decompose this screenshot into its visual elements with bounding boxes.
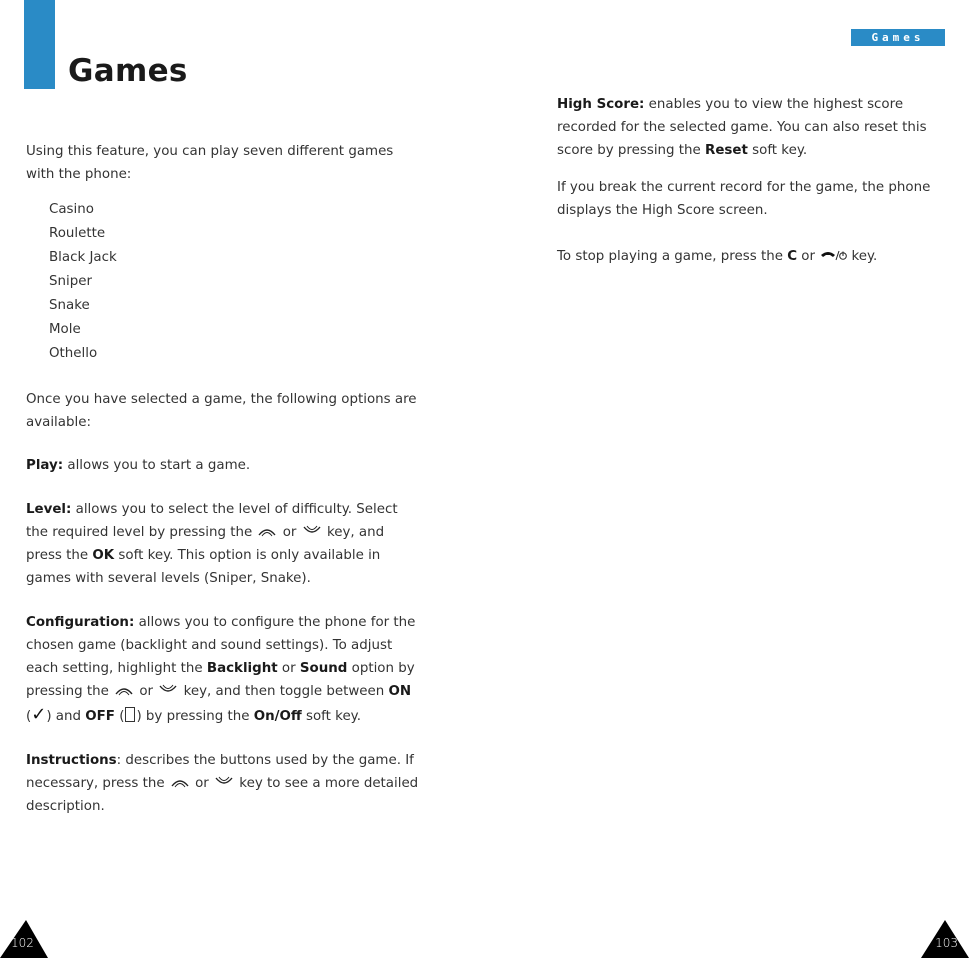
page-number-right: 103 — [935, 936, 958, 950]
nav-down-key-icon — [157, 683, 179, 697]
play-option: Play: allows you to start a game. — [26, 458, 251, 473]
left-column — [26, 140, 421, 818]
stop-game-paragraph: To stop playing a game, press the C or key. — [557, 249, 878, 264]
list-item: Sniper — [49, 274, 92, 289]
empty-box-icon — [125, 707, 135, 722]
configuration-label: Configuration: — [26, 615, 135, 630]
nav-down-key-icon — [301, 524, 323, 538]
list-item: Black Jack — [49, 250, 117, 265]
list-item: Mole — [49, 322, 81, 337]
games-list — [26, 198, 421, 366]
page-title: Games — [68, 53, 188, 89]
nav-up-key-icon — [169, 775, 191, 789]
high-score-label: High Score: — [557, 97, 645, 112]
break-record-paragraph: If you break the current record for the game, the phone displays the High Score screen. — [557, 180, 931, 218]
list-item: Othello — [49, 346, 98, 361]
section-tab: Games — [851, 29, 945, 46]
instructions-option: Instructions: describes the buttons used by the game. If necessary, press the or key to see a more detailed description. — [26, 753, 419, 814]
on-label: ON — [388, 684, 412, 699]
right-column — [557, 93, 947, 268]
backlight-label: Backlight — [206, 661, 278, 676]
page-number-left: 102 — [11, 936, 34, 950]
high-score-option: High Score: enables you to view the highest score recorded for the selected game. You can also reset this score by pressing the Reset soft key. — [557, 97, 927, 158]
sound-label: Sound — [299, 661, 348, 676]
instructions-label: Instructions — [26, 753, 117, 768]
level-option: Level: allows you to select the level of difficulty. Select the required level by pressing the or key, and press the OK soft key. This option is only available in games with several levels (Sniper, Snake). — [26, 502, 398, 586]
c-key-label: C — [787, 249, 798, 264]
nav-up-key-icon — [113, 683, 135, 697]
end-power-key-icon — [819, 247, 847, 261]
configuration-option: Configuration: allows you to configure the phone for the chosen game (backlight and sound settings). To adjust each setting, highlight the Backlight or Sound option by pressing the or key, and then toggle between ON (✓) and OFF ( ) by pressing the On/Off soft key. — [26, 615, 416, 725]
checkmark-icon: ✓ — [31, 704, 47, 725]
options-intro: Once you have selected a game, the following options are available: — [26, 392, 417, 430]
reset-softkey-label: Reset — [705, 143, 748, 158]
intro-paragraph: Using this feature, you can play seven different games with the phone: — [26, 144, 394, 182]
nav-down-key-icon — [213, 775, 235, 789]
ok-softkey-label: OK — [92, 548, 115, 563]
list-item: Roulette — [49, 226, 106, 241]
section-marker-bar — [24, 0, 55, 89]
list-item: Snake — [49, 298, 90, 313]
nav-up-key-icon — [256, 524, 278, 538]
off-label: OFF — [85, 709, 115, 724]
play-label: Play: — [26, 458, 64, 473]
level-label: Level: — [26, 502, 72, 517]
list-item: Casino — [49, 202, 94, 217]
onoff-softkey-label: On/Off — [253, 709, 302, 724]
